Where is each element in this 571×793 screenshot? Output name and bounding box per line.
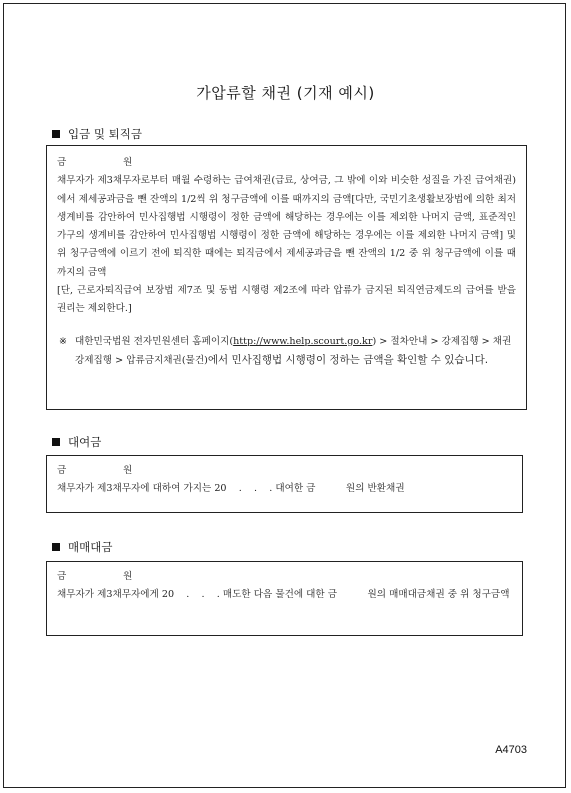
amount-unit: 원 [123, 465, 133, 476]
form-code: A4703 [495, 744, 527, 756]
section-heading-loan [52, 434, 101, 450]
claim-proviso: [단, 근로자퇴직급여 보장법 제7조 및 동법 시행령 제2조에 따라 압류가 금지된 퇴직연금제도의 급여를 받을 권리는 제외한다.] [57, 285, 516, 315]
section-heading-sale [52, 539, 112, 555]
square-bullet-icon [52, 438, 60, 446]
note-tail: 에서 민사집행법 시행령이 정하는 금액을 확인할 수 있습니다. [207, 353, 489, 366]
section-heading-label: 대여금 [68, 435, 102, 449]
reference-note [57, 333, 516, 371]
amount-unit: 원 [123, 157, 133, 168]
amount-label: 금 [57, 571, 67, 582]
amount-line [57, 568, 512, 586]
amount-label: 금 [57, 465, 67, 476]
sale-claim-box [46, 561, 523, 636]
note-mark-icon: ※ [59, 335, 68, 347]
loan-claim-box [46, 455, 523, 513]
note-prefix: 대한민국법원 전자민원센터 홈페이지( [75, 335, 234, 347]
amount-unit: 원 [123, 571, 133, 582]
amount-line [57, 462, 512, 480]
court-website-link[interactable]: http://www.help.scourt.go.kr [233, 335, 373, 347]
page-title: 가압류할 채권 (기재 예시) [196, 84, 375, 102]
amount-label: 금 [57, 157, 67, 168]
wage-claim-box [46, 145, 527, 410]
amount-line [57, 154, 516, 172]
square-bullet-icon [52, 130, 60, 138]
section-heading-wage [52, 126, 142, 142]
square-bullet-icon [52, 543, 60, 551]
claim-paragraph: 채무자가 제3채무자에게 20 . . . 매도한 다음 물건에 대한 금 원의 매매대금채권 중 위 청구금액 [57, 589, 510, 601]
note-text [75, 333, 516, 371]
note-middle: ) > 절차안내 > 강제집행 > 채권강제집행 > 압류금지채권(물건) [75, 335, 512, 366]
claim-paragraph: 채무자가 제3채무자에 대하여 가지는 20 . . . 대여한 금 원의 반환채권 [57, 483, 405, 495]
claim-paragraph: 채무자가 제3채무자로부터 매월 수령하는 급여채권(급료, 상여금, 그 밖에 이와 비슷한 성질을 가진 급여채권)에서 제세공과금을 뺀 잔액의 1/2씩 위 청구금액에 이를 때까지의 금액[다만, 국민기초생활보장법에 의한 최저생계비를 감안하여 민사집행법 시행령이 정한 금액에 해당하는 경우에는 이를 제외한 나머지 금액, 표준적인 가구의 생계비를 감안하여 민사집행법 시행령이 정한 금액에 해당하는 경우에는 이를 제외한 나머지 금액] 및 위 청구금액에 이르기 전에 퇴직한 때에는 퇴직금에서 제세공과금을 뺀 잔액의 1/2 중 위 청구금액에 이를 때까지의 금액 [57, 175, 516, 278]
section-heading-label: 매매대금 [68, 540, 113, 554]
section-heading-label: 입금 및 퇴직금 [68, 127, 142, 141]
